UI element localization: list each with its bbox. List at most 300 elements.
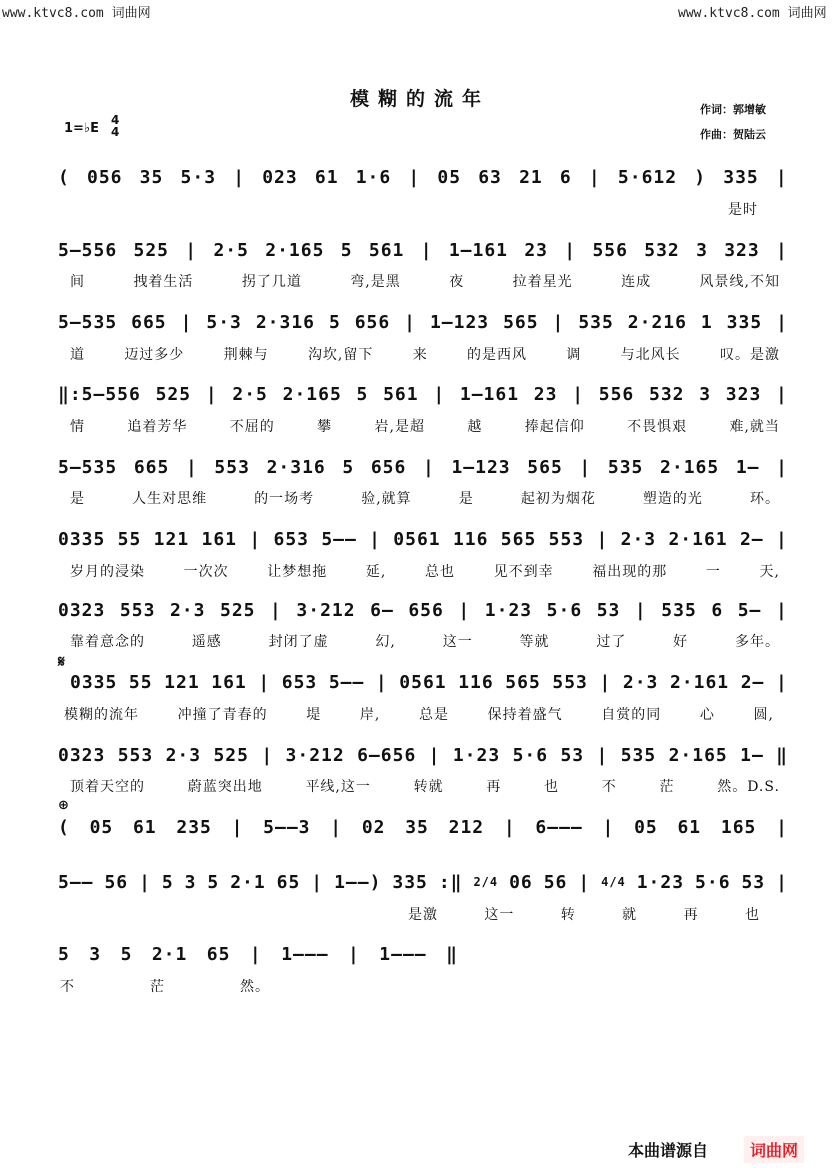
notation-token: |	[775, 671, 788, 693]
notation-token: 5—535	[58, 456, 118, 478]
notation-token: 56	[543, 871, 568, 893]
lyric-token: 遥感	[191, 634, 222, 650]
lyric-token: 环。	[750, 491, 780, 507]
notation-token: 5·6	[512, 744, 549, 766]
notation-token: ‖:5—556	[58, 383, 141, 405]
notation-token: :‖	[438, 871, 463, 893]
lyric-token: 保持着盛气	[487, 707, 563, 723]
notation-token: 1·23	[636, 871, 685, 893]
notation-token: 565	[527, 456, 563, 478]
lyric-token: 道	[70, 347, 85, 363]
lyric-token: 冲撞了青春的	[177, 707, 268, 723]
lyric-token: 连成	[621, 274, 652, 290]
notation-token: |	[572, 383, 585, 405]
notation-token: 553	[117, 744, 154, 766]
lyric-token: 拐了几道	[241, 274, 302, 290]
lyrics-row-8	[64, 704, 774, 724]
notation-token: 63	[478, 166, 502, 188]
notation-token: 61	[314, 166, 339, 188]
notation-token: 3	[89, 943, 102, 965]
notation-token: 65	[276, 871, 301, 893]
notation-token: 0335	[70, 671, 118, 693]
notation-token: 2·216	[627, 311, 687, 333]
lyric-token: 再	[486, 779, 502, 795]
notation-token: 1—	[735, 456, 760, 478]
notation-token: 2·316	[255, 311, 315, 333]
notation-token: |	[258, 671, 271, 693]
notation-token: 55	[117, 528, 142, 550]
lyric-token: 模糊的流年	[64, 707, 139, 723]
notation-token: 023	[262, 166, 298, 188]
notation-token: 2—	[739, 528, 764, 550]
lyric-token: 弯,是黑	[350, 274, 401, 290]
notation-token: 2·1	[230, 871, 266, 893]
notation-token: 6———	[535, 816, 583, 838]
notation-token: 656	[370, 456, 407, 478]
watermark-right: www.ktvc8.com 词曲网	[678, 6, 827, 21]
lyric-token: 岩,是超	[374, 419, 425, 435]
notation-token: 5—	[737, 599, 762, 621]
notation-token: |	[775, 599, 788, 621]
notation-token: 5·6	[695, 871, 731, 893]
notation-token: |	[776, 383, 788, 405]
lyric-token: 也	[744, 907, 760, 923]
lyric-token: 自赏的同	[601, 707, 662, 723]
notation-token: 665	[131, 311, 167, 333]
segno-mark: 𝄋	[58, 652, 65, 671]
lyric-token: 总也	[424, 564, 455, 580]
time-signature	[111, 114, 119, 138]
lyric-token: 不畏惧艰	[627, 419, 688, 435]
lyric-token: 攀	[317, 419, 333, 435]
lyric-token: 好	[673, 634, 689, 650]
lyric-token: 是时	[728, 202, 758, 218]
notation-token: 0335	[58, 528, 106, 550]
notation-token: 235	[176, 816, 212, 838]
notation-token: 5—556	[58, 239, 118, 261]
notation-token: 116	[458, 671, 494, 693]
notation-token: 161	[201, 528, 238, 550]
notation-token: |	[775, 166, 788, 188]
notation-token: 653	[273, 528, 309, 550]
notation-token: 5	[356, 383, 369, 405]
lyric-token: 拽着生活	[133, 274, 194, 290]
notation-token: 5——	[58, 871, 94, 893]
lyrics-row-2	[70, 271, 780, 291]
notation-token: 535	[620, 744, 657, 766]
notation-row-11	[58, 869, 788, 895]
lyric-token: 圆,	[753, 707, 774, 723]
lyric-token: 荆棘与	[223, 347, 269, 363]
lyric-token: 拉着星光	[512, 274, 573, 290]
notation-token: 0561	[399, 671, 447, 693]
lyric-token: 越	[467, 419, 483, 435]
lyric-token: 也	[544, 779, 560, 795]
notation-token: |	[579, 456, 592, 478]
notation-token: 02	[361, 816, 386, 838]
lyric-token: 见不到幸	[493, 564, 554, 580]
notation-token: 525	[213, 744, 249, 766]
notation-token: 535	[578, 311, 614, 333]
lyric-token: 转	[560, 907, 576, 923]
notation-token: |	[185, 456, 198, 478]
notation-token: 53	[560, 744, 585, 766]
notation-token: |	[231, 816, 244, 838]
lyric-token: 这一	[484, 907, 515, 923]
notation-token: |	[205, 383, 218, 405]
notation-row-1	[58, 164, 788, 190]
notation-token: 323	[724, 239, 760, 261]
notation-token: 2·165	[668, 744, 728, 766]
notation-token: 525	[133, 239, 169, 261]
notation-token: |	[776, 311, 788, 333]
lyric-token: 岁月的浸染	[70, 564, 145, 580]
lyric-token: 蔚蓝突出地	[187, 779, 263, 795]
notation-token: 165	[720, 816, 757, 838]
notation-token: 4/4	[601, 875, 626, 889]
notation-token: 2·316	[266, 456, 326, 478]
lyric-token: 迈过多少	[124, 347, 185, 363]
notation-token: 556	[598, 383, 635, 405]
notation-token: 56	[104, 871, 129, 893]
notation-token: 532	[648, 383, 685, 405]
notation-token: 23	[524, 239, 548, 261]
lyric-token: 幻,	[375, 634, 396, 650]
notation-token: 61	[677, 816, 702, 838]
notation-row-3	[58, 309, 788, 335]
lyric-token: 平线,这一	[305, 779, 371, 795]
notation-token: |	[776, 239, 788, 261]
notation-token: |	[552, 311, 565, 333]
notation-token: |	[564, 239, 577, 261]
notation-token: 21	[519, 166, 543, 188]
notation-token: (	[58, 816, 70, 838]
notation-token: 2/4	[473, 875, 499, 889]
notation-token: 656	[408, 599, 444, 621]
notation-token: |	[375, 671, 388, 693]
notation-token: )	[694, 166, 707, 188]
notation-token: 1·23	[484, 599, 533, 621]
notation-token: 6—	[370, 599, 394, 621]
lyric-token: 塑造的光	[642, 491, 703, 507]
notation-token: 056	[87, 166, 123, 188]
lyrics-row-1	[70, 199, 780, 219]
lyric-token: 不	[601, 779, 617, 795]
notation-token: 05	[89, 816, 114, 838]
lyric-token: 情	[70, 419, 85, 435]
notation-token: 5	[340, 239, 353, 261]
lyric-token: 天,	[759, 564, 780, 580]
notation-token: 525	[219, 599, 256, 621]
notation-token: 532	[644, 239, 680, 261]
notation-token: 53	[596, 599, 621, 621]
notation-token: 2·3	[169, 599, 206, 621]
lyric-token: 茫	[150, 979, 165, 995]
notation-token: 2·165	[265, 239, 325, 261]
notation-token: 3·212	[296, 599, 356, 621]
lyric-token: 顶着天空的	[70, 779, 145, 795]
notation-token: 5	[120, 943, 133, 965]
lyric-token: 难,就当	[729, 419, 780, 435]
notation-token: (	[58, 166, 70, 188]
footer-source-text: 本曲谱源自	[628, 1141, 709, 1160]
lyrics-row-7	[70, 631, 780, 651]
lyric-token: 过了	[596, 634, 627, 650]
notation-token: 35	[405, 816, 429, 838]
notation-token: 556	[592, 239, 628, 261]
lyric-token: 多年。	[734, 634, 780, 650]
notation-token: 1—161	[459, 383, 520, 405]
notation-token: |	[458, 599, 471, 621]
lyric-token: 追着芳华	[127, 419, 188, 435]
notation-token: 5	[328, 311, 341, 333]
lyric-token: 叹。是激	[719, 347, 780, 363]
notation-token: |	[776, 816, 788, 838]
notation-token: 1—123	[429, 311, 490, 333]
time-signature-top: 4	[111, 113, 120, 127]
notation-token: 2·3	[622, 671, 659, 693]
lyric-token: 一	[705, 564, 721, 580]
lyric-token: 不屈的	[229, 419, 275, 435]
lyric-token: 这一	[442, 634, 473, 650]
notation-row-4	[58, 381, 788, 407]
lyric-token: 是	[458, 491, 474, 507]
notation-token: 1	[700, 311, 713, 333]
notation-token: 5	[58, 943, 70, 965]
notation-token: 05	[634, 816, 658, 838]
lyric-token: 延,	[365, 564, 387, 580]
song-title: 模糊的流年	[349, 88, 490, 110]
notation-token: 1—	[740, 744, 764, 766]
notation-token: 565	[503, 311, 539, 333]
lyric-token: 岸,	[359, 707, 381, 723]
notation-token: |	[776, 871, 788, 893]
notation-token: 335	[723, 166, 759, 188]
notation-row-12	[58, 941, 458, 967]
notation-row-8	[70, 669, 788, 695]
notation-token: 5	[207, 871, 220, 893]
notation-token: 1———	[379, 943, 427, 965]
notation-token: 535	[661, 599, 697, 621]
lyric-token: 间	[70, 274, 85, 290]
lyric-token: 总是	[418, 707, 449, 723]
notation-token: 525	[155, 383, 192, 405]
lyrics-row-5	[70, 488, 780, 508]
notation-token: 55	[128, 671, 153, 693]
notation-token: 656	[354, 311, 391, 333]
lyrics-row-9	[70, 776, 780, 796]
notation-token: |	[270, 599, 282, 621]
notation-token: |	[428, 744, 441, 766]
lyric-token: 一次次	[183, 564, 229, 580]
notation-token: |	[634, 599, 647, 621]
notation-token: 2·161	[668, 528, 728, 550]
notation-token: 3	[699, 383, 712, 405]
lyric-token: 的是西风	[467, 347, 528, 363]
lyricist-credit: 作词：郭增敏	[700, 103, 766, 116]
lyric-token: 捧起信仰	[524, 419, 585, 435]
notation-token: 2·165	[660, 456, 720, 478]
lyric-token: 人生对思维	[132, 491, 208, 507]
lyric-token: 不	[60, 979, 75, 995]
lyrics-row-3	[70, 344, 780, 364]
lyric-token: 沟坎,留下	[307, 347, 374, 363]
notation-token: 3	[696, 239, 708, 261]
notation-token: 1·23	[452, 744, 501, 766]
lyric-token: 让梦想拖	[267, 564, 328, 580]
watermark-left: www.ktvc8.com 词曲网	[2, 6, 151, 21]
notation-token: 06	[509, 871, 533, 893]
notation-token: |	[599, 671, 612, 693]
lyric-token: 验,就算	[361, 491, 412, 507]
notation-token: |	[422, 456, 435, 478]
notation-token: |	[330, 816, 343, 838]
notation-token: 5—535	[58, 311, 118, 333]
notation-token: |	[233, 166, 246, 188]
notation-token: 553	[214, 456, 250, 478]
notation-token: |	[249, 943, 262, 965]
notation-token: 212	[448, 816, 485, 838]
lyric-token: 福出现的那	[592, 564, 668, 580]
notation-token: 2·161	[669, 671, 730, 693]
notation-token: |	[578, 871, 591, 893]
lyric-token: 等就	[519, 634, 550, 650]
notation-row-7	[58, 597, 788, 623]
notation-row-10	[58, 814, 788, 840]
lyric-token: 堤	[306, 707, 322, 723]
lyric-token: 调	[566, 347, 582, 363]
notation-token: 323	[725, 383, 762, 405]
notation-token: 2·1	[151, 943, 188, 965]
lyric-token: 封闭了虚	[268, 634, 329, 650]
notation-token: |	[348, 943, 360, 965]
notation-token: 6	[559, 166, 572, 188]
notation-token: 561	[368, 239, 405, 261]
notation-row-2	[58, 237, 788, 263]
notation-token: 61	[132, 816, 157, 838]
notation-token: 665	[133, 456, 170, 478]
notation-token: |	[420, 239, 433, 261]
lyric-token: 然。D.S.	[717, 779, 780, 795]
notation-token: 35	[139, 166, 164, 188]
notation-token: 53	[741, 871, 766, 893]
notation-row-5	[58, 454, 788, 480]
lyric-token: 与北风长	[620, 347, 681, 363]
lyric-token: 茫	[659, 779, 675, 795]
notation-token: 5	[161, 871, 174, 893]
notation-token: 0323	[58, 744, 106, 766]
notation-token: |	[602, 816, 615, 838]
notation-token: 565	[500, 528, 537, 550]
lyric-token: 心	[699, 707, 715, 723]
footer-site-logo[interactable]: 词曲网	[744, 1136, 804, 1163]
notation-token: 121	[164, 671, 200, 693]
notation-token: 5——	[328, 671, 365, 693]
notation-token: 2·5	[232, 383, 268, 405]
notation-token: 3	[184, 871, 197, 893]
notation-token: 535	[607, 456, 644, 478]
lyric-token: 起初为烟花	[520, 491, 596, 507]
notation-token: |	[369, 528, 381, 550]
time-signature-bottom: 4	[111, 125, 120, 139]
lyrics-row-11	[408, 904, 760, 924]
notation-token: 553	[552, 671, 588, 693]
lyric-token: 是	[70, 491, 85, 507]
notation-token: 2·5	[213, 239, 249, 261]
notation-token: 121	[153, 528, 190, 550]
notation-token: 3·212	[285, 744, 345, 766]
notation-token: |	[180, 311, 193, 333]
notation-token: |	[185, 239, 198, 261]
notation-token: 116	[452, 528, 489, 550]
notation-token: |	[408, 166, 421, 188]
notation-token: 2—	[740, 671, 765, 693]
notation-token: |	[433, 383, 446, 405]
notation-token: 1——)	[334, 871, 382, 893]
lyric-token: 风景线,不知	[699, 274, 780, 290]
notation-token: |	[139, 871, 151, 893]
notation-token: |	[311, 871, 324, 893]
notation-token: 1———	[281, 943, 329, 965]
lyric-token: 就	[622, 907, 638, 923]
notation-token: 65	[206, 943, 231, 965]
lyric-token: 靠着意念的	[70, 634, 145, 650]
lyric-token: 再	[683, 907, 699, 923]
notation-token: |	[596, 528, 609, 550]
notation-token: 1·6	[355, 166, 392, 188]
notation-token: 553	[119, 599, 156, 621]
lyric-token: 转就	[413, 779, 444, 795]
notation-token: 0561	[393, 528, 441, 550]
lyric-token: 是激	[408, 907, 438, 923]
lyrics-row-12	[60, 976, 270, 996]
notation-token: 5——3	[263, 816, 311, 838]
notation-token: 561	[383, 383, 419, 405]
notation-token: ‖	[776, 744, 788, 766]
notation-token: 6—656	[357, 744, 417, 766]
notation-token: |	[261, 744, 274, 766]
notation-token: 335	[392, 871, 428, 893]
notation-token: 05	[437, 166, 462, 188]
notation-token: 5	[342, 456, 355, 478]
lyric-token: 来	[412, 347, 428, 363]
notation-token: 335	[726, 311, 763, 333]
notation-token: 5·612	[617, 166, 678, 188]
notation-token: 0323	[58, 599, 106, 621]
notation-token: 5·6	[546, 599, 583, 621]
notation-token: 565	[505, 671, 541, 693]
lyric-token: 然。	[240, 979, 270, 995]
notation-token: ‖	[446, 943, 458, 965]
notation-token: 1—161	[448, 239, 509, 261]
notation-token: 653	[281, 671, 318, 693]
notation-token: 161	[211, 671, 247, 693]
notation-row-9	[58, 742, 788, 768]
notation-token: 1—123	[451, 456, 511, 478]
notation-token: |	[404, 311, 417, 333]
notation-token: 5——	[321, 528, 357, 550]
key-signature: 1=♭E	[64, 121, 99, 136]
notation-token: |	[775, 528, 788, 550]
notation-token: 2·3	[165, 744, 202, 766]
notation-row-6	[58, 526, 788, 552]
notation-token: |	[588, 166, 601, 188]
notation-token: |	[596, 744, 609, 766]
notation-token: |	[776, 456, 788, 478]
notation-token: 23	[533, 383, 558, 405]
lyric-token: 的一场考	[254, 491, 315, 507]
lyrics-row-6	[70, 561, 780, 581]
